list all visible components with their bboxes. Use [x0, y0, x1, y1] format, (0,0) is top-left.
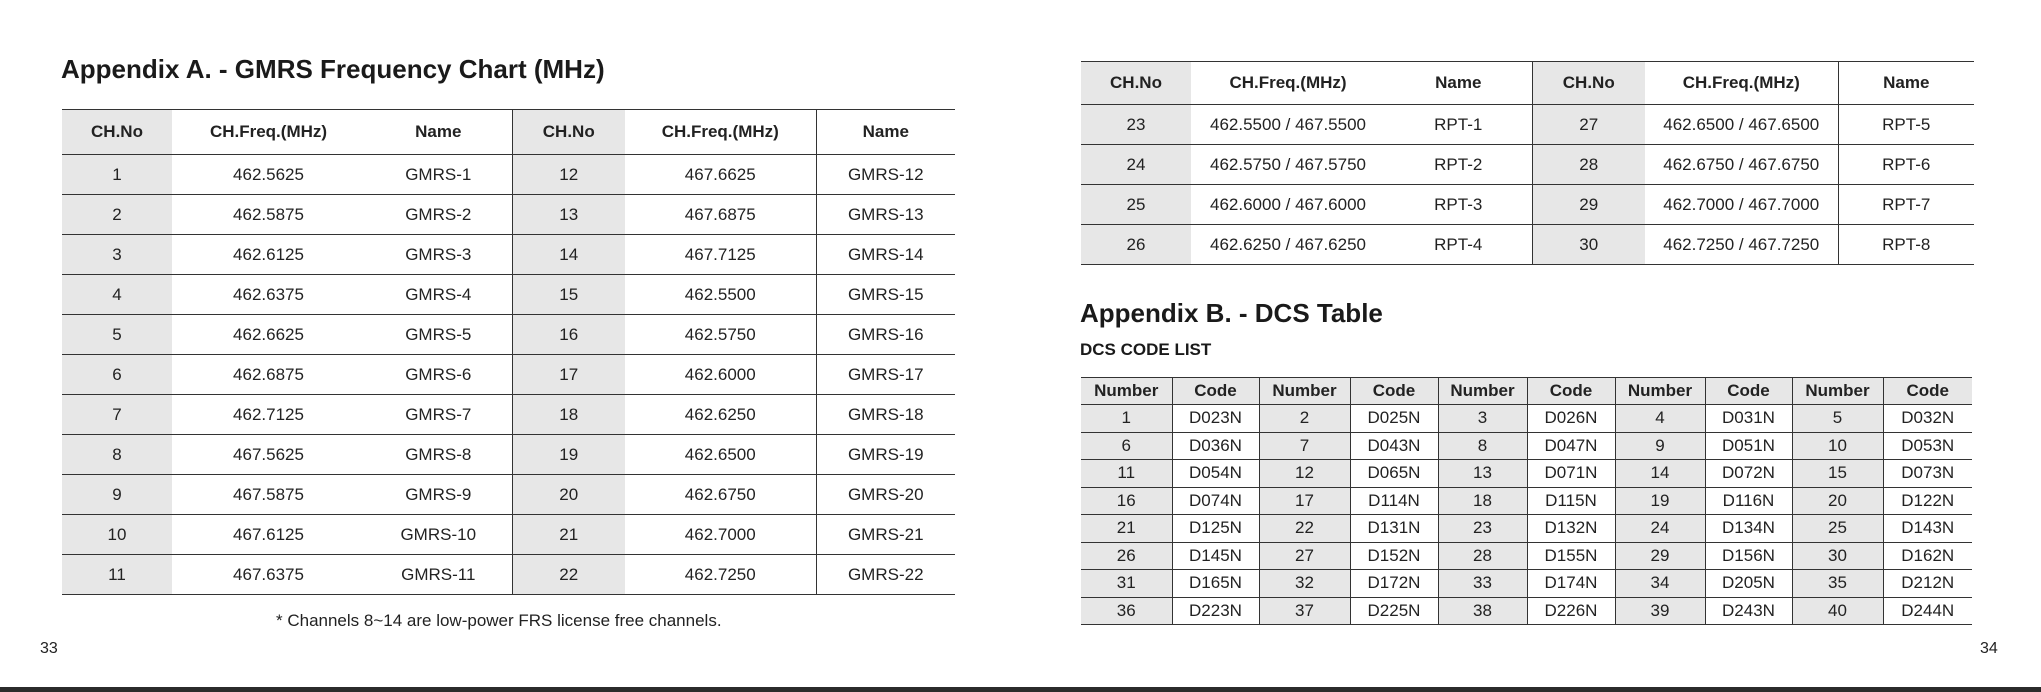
table-cell: D155N	[1527, 542, 1615, 570]
table-cell: D036N	[1172, 432, 1259, 460]
table-cell: 9	[62, 475, 172, 515]
column-header: Number	[1438, 378, 1527, 405]
table-cell: D226N	[1527, 597, 1615, 625]
table-cell: RPT-3	[1385, 185, 1532, 225]
table-cell: 462.6250 / 467.6250	[1210, 234, 1366, 254]
rpt-frequency-table	[1081, 61, 1974, 265]
table-cell: D174N	[1527, 570, 1615, 598]
table-row	[62, 155, 955, 195]
table-cell: D132N	[1527, 515, 1615, 543]
table-cell: D031N	[1705, 405, 1792, 433]
column-header: CH.Freq.(MHz)	[172, 110, 365, 155]
table-cell: D244N	[1901, 600, 1955, 620]
gmrs-frequency-table	[62, 109, 955, 595]
table-cell: 14	[1615, 460, 1705, 488]
table-row	[62, 435, 955, 475]
bottom-border	[0, 687, 2041, 692]
table-cell: 20	[1792, 487, 1883, 515]
table-cell: D134N	[1705, 515, 1792, 543]
appendix-b-heading: Appendix B. - DCS Table	[1080, 298, 1383, 328]
table-cell: D243N	[1705, 597, 1792, 625]
table-cell: GMRS-6	[365, 355, 512, 395]
table-cell: GMRS-16	[816, 315, 955, 355]
column-header: Code	[1705, 378, 1792, 405]
table-row	[1081, 432, 1972, 460]
table-row	[1081, 597, 1972, 625]
table-cell: GMRS-2	[365, 195, 512, 235]
table-cell: 1	[1081, 405, 1172, 433]
table-cell: GMRS-22	[847, 564, 924, 584]
dcs-code-table	[1081, 377, 1972, 625]
table-cell: 39	[1615, 597, 1705, 625]
table-cell: GMRS-9	[365, 475, 512, 515]
table-cell: 462.6250	[625, 395, 816, 435]
table-cell: D023N	[1172, 405, 1259, 433]
table-cell: 16	[512, 315, 625, 355]
table-cell: 462.7250	[625, 555, 816, 595]
footnote: * Channels 8~14 are low-power FRS license free channels.	[276, 611, 722, 630]
table-cell: 462.5750	[625, 315, 816, 355]
table-cell: 462.7250 / 467.7250	[1645, 225, 1838, 265]
table-cell: GMRS-15	[816, 275, 955, 315]
table-cell: GMRS-13	[816, 195, 955, 235]
table-cell: 32	[1259, 570, 1350, 598]
table-row	[62, 555, 955, 595]
table-cell: 467.6375	[233, 564, 304, 584]
table-cell: 467.7125	[625, 235, 816, 275]
dcs-code-list-subheading: DCS CODE LIST	[1080, 340, 1212, 359]
table-row	[62, 475, 955, 515]
table-row	[62, 235, 955, 275]
table-cell: 462.6000	[625, 355, 816, 395]
table-cell: 462.6125	[172, 235, 365, 275]
table-cell: 35	[1792, 570, 1883, 598]
table-header-row	[62, 110, 955, 155]
table-row	[62, 195, 955, 235]
table-cell: 13	[1438, 460, 1527, 488]
table-cell: D152N	[1350, 542, 1438, 570]
table-cell: 18	[512, 395, 625, 435]
table-cell: 37	[1259, 597, 1350, 625]
table-row	[1081, 542, 1972, 570]
table-row	[1081, 145, 1974, 185]
table-cell: 29	[1615, 542, 1705, 570]
table-cell: GMRS-20	[816, 475, 955, 515]
table-cell: D162N	[1883, 542, 1972, 570]
table-cell: GMRS-19	[816, 435, 955, 475]
table-cell: 7	[62, 395, 172, 435]
table-cell: 467.5625	[172, 435, 365, 475]
table-cell: D051N	[1705, 432, 1792, 460]
table-row	[1081, 515, 1972, 543]
table-cell: 8	[1438, 432, 1527, 460]
table-cell: 4	[62, 275, 172, 315]
column-header: Code	[1883, 378, 1972, 405]
table-cell: D114N	[1350, 487, 1438, 515]
table-header-row	[1081, 378, 1972, 405]
table-cell: 21	[1081, 515, 1172, 543]
table-cell: GMRS-14	[816, 235, 955, 275]
table-cell: 13	[512, 195, 625, 235]
table-cell: RPT-4	[1385, 225, 1532, 265]
column-header: CH.Freq.(MHz)	[1645, 62, 1838, 105]
table-cell: 24	[1081, 145, 1191, 185]
table-cell: 23	[1438, 515, 1527, 543]
column-header: CH.Freq.(MHz)	[1191, 62, 1385, 105]
table-cell: 6	[62, 355, 172, 395]
table-cell: D115N	[1527, 487, 1615, 515]
table-cell: D043N	[1350, 432, 1438, 460]
table-cell: D053N	[1883, 432, 1972, 460]
table-row	[1081, 570, 1972, 598]
table-cell: D156N	[1705, 542, 1792, 570]
table-cell: 462.6625	[172, 315, 365, 355]
table-cell: 16	[1081, 487, 1172, 515]
table-cell: 462.7000 / 467.7000	[1645, 185, 1838, 225]
table-cell: 23	[1081, 105, 1191, 145]
table-cell: 462.6750	[625, 475, 816, 515]
table-cell: RPT-5	[1838, 105, 1974, 145]
table-cell: 33	[1438, 570, 1527, 598]
table-cell: D071N	[1527, 460, 1615, 488]
table-cell: 12	[1259, 460, 1350, 488]
table-cell: 462.6000 / 467.6000	[1191, 185, 1385, 225]
table-cell: 25	[1081, 185, 1191, 225]
table-cell: D131N	[1350, 515, 1438, 543]
table-cell: D143N	[1883, 515, 1972, 543]
table-cell: D172N	[1350, 570, 1438, 598]
table-cell: 15	[1792, 460, 1883, 488]
table-cell: D225N	[1350, 597, 1438, 625]
column-header: Name	[1385, 62, 1532, 105]
column-header: Number	[1081, 378, 1172, 405]
table-cell: RPT-7	[1838, 185, 1974, 225]
table-cell: GMRS-5	[365, 315, 512, 355]
table-cell: GMRS-1	[365, 155, 512, 195]
table-cell: 40	[1792, 597, 1883, 625]
table-cell: GMRS-17	[816, 355, 955, 395]
table-cell: 462.5625	[172, 155, 365, 195]
table-cell: 462.5500	[625, 275, 816, 315]
column-header: Code	[1172, 378, 1259, 405]
table-cell: 28	[1532, 145, 1645, 185]
table-cell: 467.6125	[172, 515, 365, 555]
table-cell: GMRS-18	[816, 395, 955, 435]
table-cell: 24	[1615, 515, 1705, 543]
column-header: CH.No	[512, 110, 625, 155]
table-cell: 2	[1259, 405, 1350, 433]
table-cell: 27	[1259, 542, 1350, 570]
table-header-row	[1081, 62, 1974, 105]
table-cell: D212N	[1883, 570, 1972, 598]
table-row	[62, 315, 955, 355]
table-cell: 4	[1615, 405, 1705, 433]
table-cell: D065N	[1350, 460, 1438, 488]
table-cell: 462.6750 / 467.6750	[1645, 145, 1838, 185]
table-row	[62, 275, 955, 315]
table-cell: 467.6875	[625, 195, 816, 235]
column-header: CH.No	[1081, 62, 1191, 105]
table-cell: 9	[1615, 432, 1705, 460]
table-cell: 30	[1792, 542, 1883, 570]
table-cell: GMRS-3	[365, 235, 512, 275]
table-cell: 30	[1532, 225, 1645, 265]
table-cell: 2	[62, 195, 172, 235]
table-cell: D074N	[1172, 487, 1259, 515]
table-cell: 1	[62, 155, 172, 195]
table-cell: 5	[62, 315, 172, 355]
table-cell: 20	[512, 475, 625, 515]
table-cell: 17	[1259, 487, 1350, 515]
appendix-a-heading: Appendix A. - GMRS Frequency Chart (MHz)	[61, 54, 605, 84]
table-cell: 462.6875	[172, 355, 365, 395]
table-cell: D116N	[1705, 487, 1792, 515]
table-cell: D025N	[1350, 405, 1438, 433]
table-cell: 28	[1438, 542, 1527, 570]
table-row	[1081, 225, 1974, 265]
column-header: Number	[1615, 378, 1705, 405]
table-cell: 27	[1532, 105, 1645, 145]
table-row	[62, 395, 955, 435]
table-cell: RPT-8	[1882, 234, 1931, 254]
table-row	[62, 515, 955, 555]
table-cell: 10	[1792, 432, 1883, 460]
column-header: CH.Freq.(MHz)	[625, 110, 816, 155]
table-cell: 22	[1259, 515, 1350, 543]
table-cell: D072N	[1705, 460, 1792, 488]
table-row	[1081, 185, 1974, 225]
table-cell: D205N	[1705, 570, 1792, 598]
table-cell: 462.7000	[625, 515, 816, 555]
table-cell: GMRS-11	[365, 555, 512, 595]
table-cell: D026N	[1527, 405, 1615, 433]
table-cell: 14	[512, 235, 625, 275]
table-cell: 22	[512, 555, 625, 595]
table-cell: 15	[512, 275, 625, 315]
table-cell: 3	[62, 235, 172, 275]
table-cell: D032N	[1883, 405, 1972, 433]
column-header: CH.No	[62, 110, 172, 155]
table-cell: D054N	[1172, 460, 1259, 488]
table-cell: RPT-1	[1385, 105, 1532, 145]
table-cell: 25	[1792, 515, 1883, 543]
table-cell: 462.7125	[172, 395, 365, 435]
table-cell: GMRS-12	[816, 155, 955, 195]
table-cell: 3	[1438, 405, 1527, 433]
table-cell: 19	[1615, 487, 1705, 515]
table-cell: 462.6375	[172, 275, 365, 315]
column-header: Code	[1350, 378, 1438, 405]
table-cell: 38	[1438, 597, 1527, 625]
table-cell: 467.6625	[625, 155, 816, 195]
table-cell: 462.5875	[172, 195, 365, 235]
table-cell: 29	[1532, 185, 1645, 225]
column-header: Name	[816, 110, 955, 155]
column-header: Number	[1259, 378, 1350, 405]
table-cell: 10	[62, 515, 172, 555]
column-header: Name	[1838, 62, 1974, 105]
table-row	[1081, 405, 1972, 433]
table-cell: 21	[512, 515, 625, 555]
table-cell: D165N	[1172, 570, 1259, 598]
table-cell: D145N	[1172, 542, 1259, 570]
table-cell: 17	[512, 355, 625, 395]
table-cell: 26	[1081, 225, 1191, 265]
table-cell: D125N	[1172, 515, 1259, 543]
table-cell: 5	[1792, 405, 1883, 433]
page-number-right: 34	[1980, 640, 1998, 657]
table-cell: D122N	[1883, 487, 1972, 515]
table-cell: RPT-2	[1385, 145, 1532, 185]
table-cell: 462.6500 / 467.6500	[1645, 105, 1838, 145]
table-cell: GMRS-10	[365, 515, 512, 555]
table-cell: 11	[62, 555, 172, 595]
table-cell: GMRS-21	[816, 515, 955, 555]
page-number-left: 33	[40, 640, 58, 657]
column-header: Name	[365, 110, 512, 155]
column-header: CH.No	[1532, 62, 1645, 105]
table-cell: 462.5500 / 467.5500	[1191, 105, 1385, 145]
table-cell: 11	[1081, 460, 1172, 488]
table-cell: 467.5875	[172, 475, 365, 515]
table-cell: 18	[1438, 487, 1527, 515]
table-cell: 462.5750 / 467.5750	[1191, 145, 1385, 185]
table-cell: 26	[1081, 542, 1172, 570]
table-cell: D073N	[1883, 460, 1972, 488]
table-cell: 6	[1081, 432, 1172, 460]
table-cell: 19	[512, 435, 625, 475]
column-header: Number	[1792, 378, 1883, 405]
table-row	[62, 355, 955, 395]
table-cell: 12	[512, 155, 625, 195]
table-cell: 7	[1259, 432, 1350, 460]
table-cell: GMRS-4	[365, 275, 512, 315]
table-cell: GMRS-7	[365, 395, 512, 435]
table-cell: 34	[1615, 570, 1705, 598]
table-cell: 462.6500	[625, 435, 816, 475]
table-cell: 8	[62, 435, 172, 475]
table-row	[1081, 487, 1972, 515]
table-row	[1081, 460, 1972, 488]
table-cell: D047N	[1527, 432, 1615, 460]
table-row	[1081, 105, 1974, 145]
table-cell: 31	[1081, 570, 1172, 598]
table-cell: GMRS-8	[365, 435, 512, 475]
table-cell: 36	[1081, 597, 1172, 625]
column-header: Code	[1527, 378, 1615, 405]
table-cell: D223N	[1172, 597, 1259, 625]
table-cell: RPT-6	[1838, 145, 1974, 185]
